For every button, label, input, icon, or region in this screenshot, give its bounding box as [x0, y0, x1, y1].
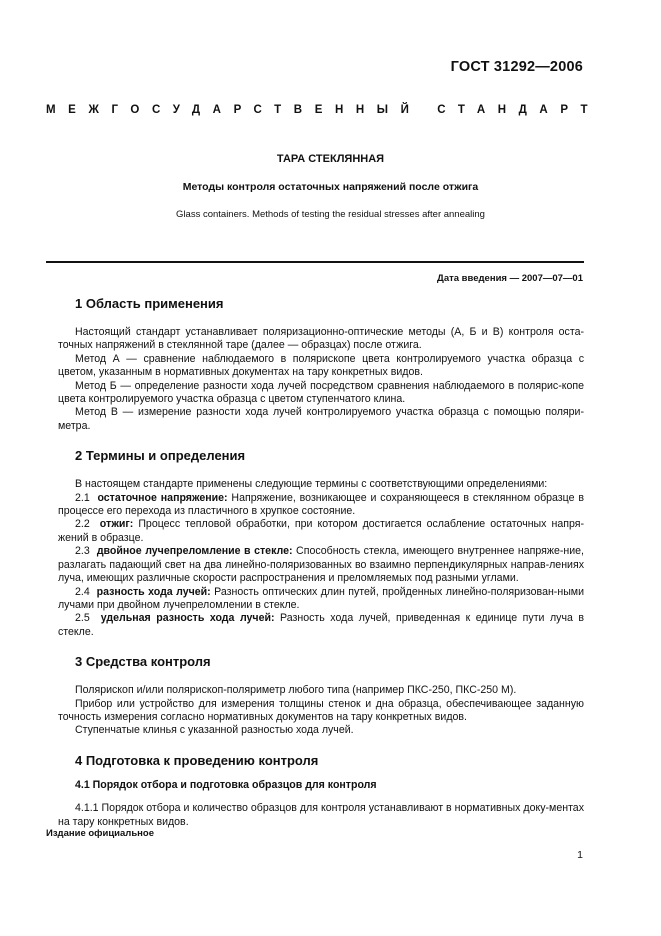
section-4-heading: 4 Подготовка к проведению контроля	[75, 752, 319, 768]
term-name: отжиг:	[99, 518, 134, 531]
section-3-paragraph-2: Прибор или устройство для измерения толщины стенок и дна образца, обеспечивающее заданную точность измерения согласно нормативных документов на тару конкретных видов.	[58, 697, 584, 723]
term-2-2: 2.2 отжиг: Процесс тепловой обработки, при котором достигается ослабление остаточных напря-жений в образце.	[58, 518, 585, 544]
section-3-paragraph-3: Ступенчатые клинья с указанной разностью хода лучей.	[75, 724, 354, 737]
method-a-paragraph: Метод А — сравнение наблюдаемого в полярископе цвета контролируемого участка образца с цветом, указанным в нормативных документах на тару конкретных видов.	[58, 352, 584, 379]
document-title: ТАРА СТЕКЛЯННАЯ	[276, 153, 385, 165]
standard-number: ГОСТ 31292—2006	[450, 59, 583, 75]
section-2-heading: 2 Термины и определения	[75, 448, 246, 464]
interstate-standard-banner: МЕЖГОСУДАРСТВЕННЫЙ СТАНДАРТ	[46, 104, 601, 116]
official-edition-label: Издание официальное	[46, 828, 154, 839]
method-v-paragraph: Метод В — измерение разности хода лучей контролируемого участка образца с помощью поляри-метра.	[58, 406, 584, 432]
page-number: 1	[577, 849, 583, 861]
term-name: двойное лучепреломление в стекле:	[96, 545, 293, 558]
section-1-paragraph: Настоящий стандарт устанавливает поляризационно-оптические методы (А, Б и В) контроля оста-точных напряжений в стеклянной таре (далее — образцах) после отжига.	[58, 326, 584, 352]
section-4-1-1-paragraph: 4.1.1 Порядок отбора и количество образцов для контроля устанавливают в нормативных доку-ментах на тару конкретных видов.	[58, 802, 584, 828]
introduction-date: Дата введения — 2007—07—01	[437, 273, 583, 284]
term-2-3: 2.3 двойное лучепреломление в стекле: Способность стекла, имеющего внутреннее напряже-ние, разлагать падающий свет на два линейно-поляризованных во взаимно перпендикулярных направ-лениях луча, имеющих различные скорости распространения и преломляемых под разными углами.	[58, 545, 584, 585]
section-3-heading: 3 Средства контроля	[75, 654, 211, 670]
term-name: остаточное напряжение:	[97, 491, 228, 504]
subsection-4-1-heading: 4.1 Порядок отбора и подготовка образцов для контроля	[75, 778, 377, 791]
section-3-paragraph-1: Полярископ и/или полярископ-поляриметр любого типа (например ПКС-250, ПКС-250 М).	[75, 684, 517, 697]
section-2-intro: В настоящем стандарте применены следующие термины с соответствующими определениями:	[75, 478, 548, 491]
english-title: Glass containers. Methods of testing the residual stresses after annealing	[176, 209, 485, 220]
horizontal-rule	[46, 261, 584, 263]
term-name: разность хода лучей:	[96, 585, 211, 598]
document-body	[58, 296, 584, 829]
term-2-5: 2.5 удельная разность хода лучей: Разность хода лучей, приведенная к единице пути луча в стекле.	[58, 612, 585, 638]
term-name: удельная разность хода лучей:	[100, 612, 275, 625]
document-subtitle: Методы контроля остаточных напряжений после отжига	[182, 181, 479, 193]
method-b-paragraph: Метод Б — определение разности хода лучей посредством сравнения наблюдаемого в полярис-копе цвета контролируемого участка образца с цветом ступенчатого клина.	[58, 379, 584, 406]
term-2-4: 2.4 разность хода лучей: Разность оптических длин путей, пройденных линейно-поляризован-ными лучами при двойном лучепреломлении в стекле.	[58, 585, 585, 611]
section-1-heading: 1 Область применения	[75, 296, 224, 311]
term-2-1: 2.1 остаточное напряжение: Напряжение, возникающее и сохраняющееся в стеклянном образце в процессе его перехода из пластичного в хрупкое состояние.	[58, 491, 584, 518]
